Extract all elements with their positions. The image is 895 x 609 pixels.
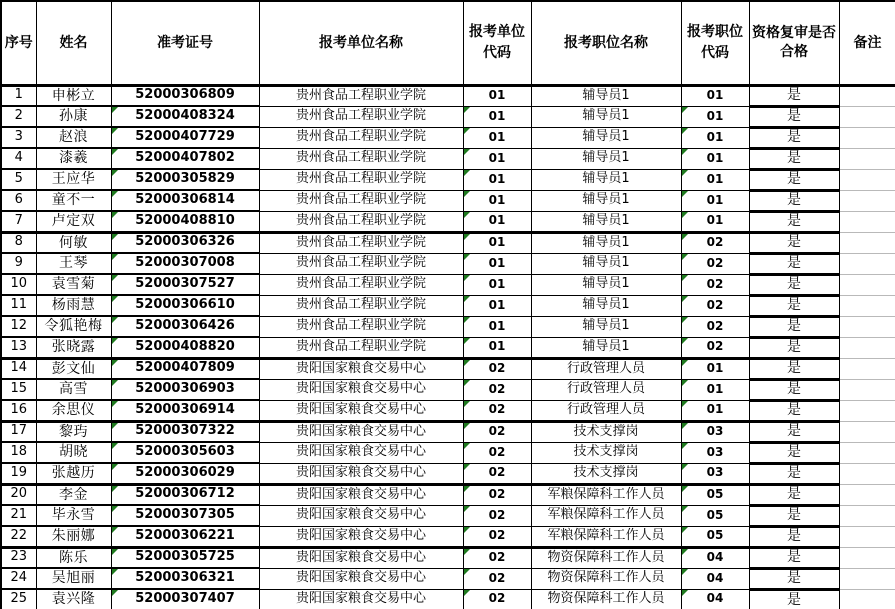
cell-name: 漆羲: [36, 148, 111, 169]
cell-remarks: [839, 190, 895, 211]
cell-seq: 22: [1, 526, 36, 547]
cell-unit-code: 01: [463, 169, 531, 190]
cell-seq: 23: [1, 547, 36, 568]
cell-unit-name: 贵阳国家粮食交易中心: [259, 442, 463, 463]
cell-remarks: [839, 295, 895, 316]
cell-unit-code: 02: [463, 505, 531, 526]
table-row: [1, 190, 895, 211]
header-unit-code: 报考单位代码: [463, 1, 531, 85]
cell-position-code: 01: [681, 358, 749, 379]
cell-unit-code: 02: [463, 400, 531, 421]
cell-seq: 9: [1, 253, 36, 274]
cell-remarks: [839, 379, 895, 400]
cell-position-code: 02: [681, 337, 749, 358]
cell-ticket-number: 52000306809: [111, 85, 259, 106]
cell-name: 吴旭丽: [36, 568, 111, 589]
cell-seq: 6: [1, 190, 36, 211]
cell-name: 赵浪: [36, 127, 111, 148]
cell-unit-name: 贵州食品工程职业学院: [259, 169, 463, 190]
cell-unit-name: 贵州食品工程职业学院: [259, 337, 463, 358]
cell-name: 杨雨慧: [36, 295, 111, 316]
cell-review-result: 是: [749, 127, 839, 148]
cell-seq: 11: [1, 295, 36, 316]
cell-unit-code: 01: [463, 337, 531, 358]
cell-position-code: 01: [681, 211, 749, 232]
cell-unit-name: 贵州食品工程职业学院: [259, 316, 463, 337]
cell-seq: 24: [1, 568, 36, 589]
cell-remarks: [839, 505, 895, 526]
table-row: [1, 127, 895, 148]
table-row: [1, 568, 895, 589]
cell-name: 张越历: [36, 463, 111, 484]
cell-position-code: 05: [681, 505, 749, 526]
cell-position-code: 01: [681, 85, 749, 106]
cell-position-name: 辅导员1: [531, 253, 681, 274]
cell-seq: 19: [1, 463, 36, 484]
cell-ticket-number: 52000307527: [111, 274, 259, 295]
header-position-name: 报考职位名称: [531, 1, 681, 85]
cell-seq: 18: [1, 442, 36, 463]
cell-name: 胡晓: [36, 442, 111, 463]
cell-review-result: 是: [749, 526, 839, 547]
cell-remarks: [839, 463, 895, 484]
cell-name: 朱丽娜: [36, 526, 111, 547]
cell-ticket-number: 52000306326: [111, 232, 259, 253]
cell-remarks: [839, 526, 895, 547]
cell-position-code: 01: [681, 400, 749, 421]
cell-review-result: 是: [749, 400, 839, 421]
table-row: [1, 211, 895, 232]
cell-position-name: 物资保障科工作人员: [531, 568, 681, 589]
table-row: [1, 169, 895, 190]
header-review-result: 资格复审是否合格: [749, 1, 839, 85]
table-row: [1, 232, 895, 253]
cell-ticket-number: 52000306321: [111, 568, 259, 589]
cell-name: 袁兴隆: [36, 589, 111, 609]
cell-position-name: 物资保障科工作人员: [531, 589, 681, 609]
cell-ticket-number: 52000307407: [111, 589, 259, 609]
cell-ticket-number: 52000305603: [111, 442, 259, 463]
cell-position-code: 03: [681, 421, 749, 442]
cell-ticket-number: 52000306610: [111, 295, 259, 316]
cell-remarks: [839, 547, 895, 568]
cell-unit-name: 贵阳国家粮食交易中心: [259, 568, 463, 589]
table-row: [1, 295, 895, 316]
cell-seq: 15: [1, 379, 36, 400]
cell-position-name: 辅导员1: [531, 127, 681, 148]
cell-review-result: 是: [749, 169, 839, 190]
cell-seq: 3: [1, 127, 36, 148]
cell-review-result: 是: [749, 253, 839, 274]
header-row: [1, 1, 895, 85]
cell-name: 卢定双: [36, 211, 111, 232]
cell-position-name: 辅导员1: [531, 337, 681, 358]
table-body: [1, 85, 895, 609]
header-seq: 序号: [1, 1, 36, 85]
cell-unit-code: 01: [463, 148, 531, 169]
cell-unit-name: 贵州食品工程职业学院: [259, 295, 463, 316]
cell-position-code: 03: [681, 442, 749, 463]
cell-position-name: 辅导员1: [531, 106, 681, 127]
cell-position-name: 技术支撑岗: [531, 463, 681, 484]
cell-unit-name: 贵阳国家粮食交易中心: [259, 547, 463, 568]
cell-remarks: [839, 400, 895, 421]
cell-unit-name: 贵州食品工程职业学院: [259, 85, 463, 106]
cell-seq: 8: [1, 232, 36, 253]
cell-name: 何敏: [36, 232, 111, 253]
cell-review-result: 是: [749, 379, 839, 400]
cell-position-code: 04: [681, 568, 749, 589]
cell-unit-name: 贵州食品工程职业学院: [259, 127, 463, 148]
cell-position-name: 辅导员1: [531, 169, 681, 190]
cell-unit-name: 贵州食品工程职业学院: [259, 274, 463, 295]
cell-unit-name: 贵阳国家粮食交易中心: [259, 400, 463, 421]
cell-unit-code: 01: [463, 295, 531, 316]
cell-name: 张晓露: [36, 337, 111, 358]
cell-review-result: 是: [749, 316, 839, 337]
cell-unit-name: 贵州食品工程职业学院: [259, 253, 463, 274]
cell-ticket-number: 52000408820: [111, 337, 259, 358]
cell-review-result: 是: [749, 106, 839, 127]
cell-name: 王应华: [36, 169, 111, 190]
table-row: [1, 400, 895, 421]
table-row: [1, 274, 895, 295]
table-row: [1, 463, 895, 484]
cell-review-result: 是: [749, 190, 839, 211]
cell-position-code: 01: [681, 190, 749, 211]
cell-position-code: 02: [681, 316, 749, 337]
cell-ticket-number: 52000307008: [111, 253, 259, 274]
cell-review-result: 是: [749, 85, 839, 106]
cell-position-code: 03: [681, 463, 749, 484]
cell-position-code: 01: [681, 379, 749, 400]
cell-ticket-number: 52000407802: [111, 148, 259, 169]
cell-position-name: 辅导员1: [531, 232, 681, 253]
cell-unit-code: 02: [463, 358, 531, 379]
cell-review-result: 是: [749, 337, 839, 358]
cell-position-code: 05: [681, 484, 749, 505]
cell-review-result: 是: [749, 274, 839, 295]
cell-seq: 13: [1, 337, 36, 358]
cell-position-name: 行政管理人员: [531, 358, 681, 379]
cell-unit-name: 贵阳国家粮食交易中心: [259, 358, 463, 379]
cell-seq: 16: [1, 400, 36, 421]
cell-review-result: 是: [749, 358, 839, 379]
cell-unit-code: 02: [463, 547, 531, 568]
cell-remarks: [839, 85, 895, 106]
cell-position-name: 辅导员1: [531, 148, 681, 169]
cell-ticket-number: 52000306029: [111, 463, 259, 484]
cell-position-name: 辅导员1: [531, 190, 681, 211]
table-row: [1, 484, 895, 505]
table-row: [1, 547, 895, 568]
cell-unit-code: 01: [463, 253, 531, 274]
cell-unit-code: 02: [463, 484, 531, 505]
cell-unit-name: 贵阳国家粮食交易中心: [259, 589, 463, 609]
cell-unit-name: 贵阳国家粮食交易中心: [259, 421, 463, 442]
cell-review-result: 是: [749, 568, 839, 589]
table-row: [1, 421, 895, 442]
cell-unit-code: 02: [463, 442, 531, 463]
cell-position-code: 01: [681, 169, 749, 190]
cell-ticket-number: 52000307305: [111, 505, 259, 526]
cell-name: 令狐艳梅: [36, 316, 111, 337]
cell-unit-code: 01: [463, 190, 531, 211]
cell-ticket-number: 52000306814: [111, 190, 259, 211]
cell-review-result: 是: [749, 232, 839, 253]
cell-ticket-number: 52000306426: [111, 316, 259, 337]
cell-position-name: 军粮保障科工作人员: [531, 505, 681, 526]
cell-position-name: 军粮保障科工作人员: [531, 484, 681, 505]
cell-seq: 21: [1, 505, 36, 526]
cell-unit-code: 01: [463, 232, 531, 253]
cell-remarks: [839, 484, 895, 505]
table-row: [1, 358, 895, 379]
cell-position-code: 04: [681, 547, 749, 568]
cell-position-name: 辅导员1: [531, 211, 681, 232]
cell-review-result: 是: [749, 295, 839, 316]
cell-remarks: [839, 358, 895, 379]
table-row: [1, 253, 895, 274]
cell-position-code: 02: [681, 253, 749, 274]
cell-ticket-number: 52000305829: [111, 169, 259, 190]
cell-remarks: [839, 148, 895, 169]
cell-unit-code: 01: [463, 274, 531, 295]
table-row: [1, 379, 895, 400]
cell-remarks: [839, 253, 895, 274]
cell-remarks: [839, 232, 895, 253]
table-row: [1, 337, 895, 358]
cell-seq: 5: [1, 169, 36, 190]
cell-position-name: 辅导员1: [531, 85, 681, 106]
cell-ticket-number: 52000407729: [111, 127, 259, 148]
cell-seq: 20: [1, 484, 36, 505]
cell-position-code: 02: [681, 232, 749, 253]
cell-ticket-number: 52000306712: [111, 484, 259, 505]
cell-remarks: [839, 337, 895, 358]
cell-unit-code: 02: [463, 421, 531, 442]
table-row: [1, 505, 895, 526]
cell-ticket-number: 52000408810: [111, 211, 259, 232]
cell-name: 童不一: [36, 190, 111, 211]
cell-ticket-number: 52000306221: [111, 526, 259, 547]
cell-ticket-number: 52000305725: [111, 547, 259, 568]
cell-position-code: 04: [681, 589, 749, 609]
cell-position-name: 辅导员1: [531, 274, 681, 295]
cell-name: 王琴: [36, 253, 111, 274]
cell-name: 彭文仙: [36, 358, 111, 379]
cell-review-result: 是: [749, 589, 839, 609]
cell-unit-name: 贵阳国家粮食交易中心: [259, 505, 463, 526]
cell-unit-code: 01: [463, 211, 531, 232]
header-ticket-number: 准考证号: [111, 1, 259, 85]
cell-position-code: 01: [681, 148, 749, 169]
cell-position-name: 技术支撑岗: [531, 421, 681, 442]
cell-seq: 10: [1, 274, 36, 295]
cell-position-code: 02: [681, 274, 749, 295]
cell-unit-code: 01: [463, 127, 531, 148]
cell-position-name: 物资保障科工作人员: [531, 547, 681, 568]
cell-remarks: [839, 127, 895, 148]
cell-name: 高雪: [36, 379, 111, 400]
table-row: [1, 589, 895, 609]
cell-unit-code: 02: [463, 463, 531, 484]
cell-name: 黎玙: [36, 421, 111, 442]
cell-review-result: 是: [749, 463, 839, 484]
cell-unit-code: 02: [463, 379, 531, 400]
cell-ticket-number: 52000306914: [111, 400, 259, 421]
cell-seq: 25: [1, 589, 36, 609]
cell-unit-code: 01: [463, 316, 531, 337]
cell-remarks: [839, 316, 895, 337]
cell-ticket-number: 52000408324: [111, 106, 259, 127]
table-row: [1, 526, 895, 547]
cell-position-name: 行政管理人员: [531, 400, 681, 421]
cell-seq: 17: [1, 421, 36, 442]
cell-remarks: [839, 274, 895, 295]
cell-unit-name: 贵州食品工程职业学院: [259, 106, 463, 127]
cell-unit-name: 贵阳国家粮食交易中心: [259, 379, 463, 400]
cell-remarks: [839, 589, 895, 609]
cell-seq: 7: [1, 211, 36, 232]
cell-unit-name: 贵州食品工程职业学院: [259, 190, 463, 211]
cell-unit-code: 02: [463, 526, 531, 547]
cell-position-code: 02: [681, 295, 749, 316]
table-row: [1, 85, 895, 106]
cell-review-result: 是: [749, 505, 839, 526]
cell-review-result: 是: [749, 211, 839, 232]
cell-remarks: [839, 169, 895, 190]
cell-position-name: 辅导员1: [531, 295, 681, 316]
cell-name: 申彬立: [36, 85, 111, 106]
cell-review-result: 是: [749, 421, 839, 442]
header-name: 姓名: [36, 1, 111, 85]
cell-unit-name: 贵阳国家粮食交易中心: [259, 484, 463, 505]
cell-unit-name: 贵阳国家粮食交易中心: [259, 463, 463, 484]
cell-unit-name: 贵州食品工程职业学院: [259, 148, 463, 169]
header-remarks: 备注: [839, 1, 895, 85]
cell-position-code: 01: [681, 106, 749, 127]
cell-unit-name: 贵州食品工程职业学院: [259, 232, 463, 253]
cell-review-result: 是: [749, 148, 839, 169]
cell-seq: 14: [1, 358, 36, 379]
cell-name: 孙康: [36, 106, 111, 127]
header-position-code: 报考职位代码: [681, 1, 749, 85]
cell-unit-name: 贵阳国家粮食交易中心: [259, 526, 463, 547]
cell-seq: 12: [1, 316, 36, 337]
cell-position-name: 军粮保障科工作人员: [531, 526, 681, 547]
cell-name: 袁雪菊: [36, 274, 111, 295]
table-row: [1, 316, 895, 337]
cell-review-result: 是: [749, 547, 839, 568]
cell-position-code: 01: [681, 127, 749, 148]
cell-remarks: [839, 568, 895, 589]
cell-name: 李金: [36, 484, 111, 505]
cell-ticket-number: 52000307322: [111, 421, 259, 442]
cell-review-result: 是: [749, 484, 839, 505]
cell-seq: 1: [1, 85, 36, 106]
cell-seq: 4: [1, 148, 36, 169]
header-unit-name: 报考单位名称: [259, 1, 463, 85]
cell-unit-name: 贵州食品工程职业学院: [259, 211, 463, 232]
cell-remarks: [839, 442, 895, 463]
cell-remarks: [839, 211, 895, 232]
cell-remarks: [839, 106, 895, 127]
cell-name: 陈乐: [36, 547, 111, 568]
table-row: [1, 106, 895, 127]
cell-position-name: 行政管理人员: [531, 379, 681, 400]
cell-seq: 2: [1, 106, 36, 127]
cell-unit-code: 01: [463, 106, 531, 127]
cell-name: 毕永雪: [36, 505, 111, 526]
cell-unit-code: 02: [463, 589, 531, 609]
table-row: [1, 442, 895, 463]
cell-position-name: 技术支撑岗: [531, 442, 681, 463]
cell-remarks: [839, 421, 895, 442]
table-row: [1, 148, 895, 169]
cell-ticket-number: 52000306903: [111, 379, 259, 400]
cell-position-code: 05: [681, 526, 749, 547]
table-header: [1, 1, 895, 85]
cell-unit-code: 01: [463, 85, 531, 106]
cell-review-result: 是: [749, 442, 839, 463]
cell-ticket-number: 52000407809: [111, 358, 259, 379]
cell-position-name: 辅导员1: [531, 316, 681, 337]
cell-unit-code: 02: [463, 568, 531, 589]
cell-name: 余思仪: [36, 400, 111, 421]
